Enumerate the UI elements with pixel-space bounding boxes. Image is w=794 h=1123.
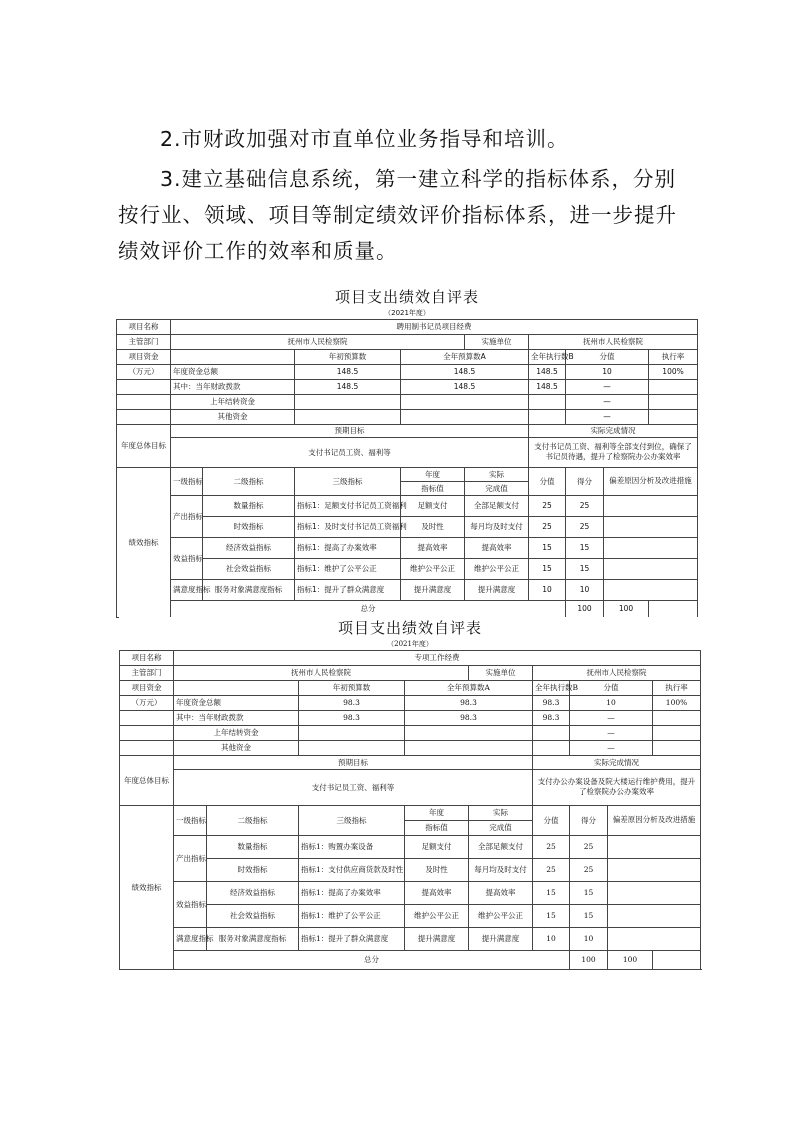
indicator-points: 25: [570, 835, 608, 858]
indicator-actual: 提高效率: [465, 537, 529, 558]
indicator-level3: 指标1：维护了公平公正: [295, 558, 401, 579]
fund-score: —: [570, 710, 653, 725]
fund-initial: 98.3: [299, 710, 405, 725]
fund-exec: [533, 740, 570, 755]
indicator-score: 25: [529, 495, 566, 516]
fund-row-label: 上年结转资金: [174, 725, 299, 740]
total-points: 100: [604, 600, 649, 617]
fund-initial: [299, 740, 405, 755]
h-level2: 二级指标: [207, 805, 299, 835]
fund-score: —: [570, 725, 653, 740]
fund-score: —: [570, 740, 653, 755]
fund-full: [405, 725, 533, 740]
indicator-actual: 提高效率: [469, 881, 533, 904]
h-actual: 实际: [465, 467, 529, 481]
fund-initial: [295, 394, 401, 409]
unit-label: （万元）: [120, 695, 174, 710]
col-initial-budget: 年初预算数: [299, 680, 405, 695]
indicator-score: 25: [533, 835, 570, 858]
indicator-target: 提升满意度: [405, 927, 469, 950]
h-level1: 一级指标: [171, 467, 203, 495]
indicator-level2: 服务对象满意度指标: [203, 579, 295, 600]
col-rate: 执行率: [653, 680, 701, 695]
impl-value: 抚州市人民检察院: [533, 665, 701, 680]
actual-label: 实际完成情况: [533, 755, 701, 769]
perf-label: 绩效指标: [117, 467, 171, 617]
indicator-actual: 维护公平公正: [465, 558, 529, 579]
indicator-target: 足额支付: [401, 495, 465, 516]
fund-rate: 100%: [653, 695, 701, 710]
indicator-actual: 全部足额支付: [469, 835, 533, 858]
indicator-points: 10: [566, 579, 604, 600]
indicator-target: 提高效率: [401, 537, 465, 558]
indicator-target: 及时性: [401, 516, 465, 537]
actual-text: 支付书记员工资、福利等全部支付到位，确保了书记员待遇，提升了检察院办公办案效率: [529, 437, 698, 467]
indicator-level3: 指标1：支付供应商货款及时性: [299, 858, 405, 881]
col-executed: 全年执行数B: [529, 349, 566, 364]
h-target: 指标值: [405, 820, 469, 835]
fund-initial: 148.5: [295, 364, 401, 379]
indicator-target: 及时性: [405, 858, 469, 881]
fund-score: 10: [566, 364, 649, 379]
impl-label: 实施单位: [469, 665, 533, 680]
h-points: 得分: [570, 805, 608, 835]
indicator-points: 15: [566, 537, 604, 558]
fund-rate: [649, 409, 698, 424]
indicator-points: 25: [566, 495, 604, 516]
indicator-points: 15: [570, 881, 608, 904]
fund-initial: 98.3: [299, 695, 405, 710]
fund-row-label: 其中：当年财政拨款: [174, 710, 299, 725]
paragraph-item-2: 2.市财政加强对市直单位业务指导和培训。: [160, 126, 569, 151]
indicator-score: 25: [529, 516, 566, 537]
group-benefit: 效益指标: [174, 881, 207, 927]
fund-row-label: 其他资金: [174, 740, 299, 755]
indicator-actual: 维护公平公正: [469, 904, 533, 927]
indicator-points: 15: [570, 904, 608, 927]
fund-full: [401, 409, 529, 424]
indicator-level3: 指标1：及时支付书记员工资福利: [295, 516, 401, 537]
dept-label: 主管部门: [120, 665, 174, 680]
fund-full: [401, 394, 529, 409]
h-score: 分值: [533, 805, 570, 835]
indicator-actual: 提升满意度: [469, 927, 533, 950]
fund-score: 10: [570, 695, 653, 710]
fund-full: 148.5: [401, 364, 529, 379]
fund-initial: [295, 409, 401, 424]
indicator-level2: 数量指标: [207, 835, 299, 858]
dept-value: 抚州市人民检察院: [171, 334, 465, 349]
fund-full: 148.5: [401, 379, 529, 394]
fund-row-label: 年度资金总额: [174, 695, 299, 710]
fund-row-label: 年度资金总额: [171, 364, 295, 379]
col-full-budget: 全年预算数A: [401, 349, 529, 364]
h-points: 得分: [566, 467, 604, 495]
group-benefit: 效益指标: [171, 537, 203, 579]
impl-value: 抚州市人民检察院: [529, 334, 698, 349]
indicator-score: 10: [533, 927, 570, 950]
fund-initial: 148.5: [295, 379, 401, 394]
indicator-score: 15: [529, 558, 566, 579]
fund-exec: [533, 725, 570, 740]
total-score: 100: [566, 600, 604, 617]
project-name-value: 专项工作经费: [174, 650, 701, 665]
expected-text: 支付书记员工资、福利等: [171, 437, 529, 467]
fund-score: —: [566, 379, 649, 394]
fund-initial: [299, 725, 405, 740]
total-label: 总分: [171, 600, 566, 617]
indicator-level2: 时效指标: [203, 516, 295, 537]
fund-rate: [653, 725, 701, 740]
group-satisfaction: 满意度指标: [171, 579, 203, 600]
indicator-target: 足额支付: [405, 835, 469, 858]
perf-label: 绩效指标: [120, 805, 174, 969]
fund-rate: [649, 394, 698, 409]
expected-text: 支付书记员工资、福利等: [174, 769, 533, 805]
group-satisfaction: 满意度指标: [174, 927, 207, 950]
indicator-level3: 指标1：足额支付书记员工资福利: [295, 495, 401, 516]
evaluation-table-2: [119, 617, 701, 970]
indicator-level3: 指标1：提高了办案效率: [299, 881, 405, 904]
dept-value: 抚州市人民检察院: [174, 665, 469, 680]
h-year: 年度: [401, 467, 465, 481]
funds-label: 项目资金: [117, 349, 171, 364]
indicator-actual: 提升满意度: [465, 579, 529, 600]
total-label: 总分: [174, 950, 570, 969]
indicator-actual: 每月均及时支付: [465, 516, 529, 537]
fund-full: 98.3: [405, 695, 533, 710]
fund-row-label: 其中：当年财政拨款: [171, 379, 295, 394]
table-year: （2021年度）: [117, 307, 698, 319]
h-target: 指标值: [401, 481, 465, 495]
expected-label: 预期目标: [174, 755, 533, 769]
group-output: 产出指标: [171, 495, 203, 537]
table-title: 项目支出绩效自评表: [338, 619, 483, 637]
h-level3: 三级指标: [299, 805, 405, 835]
indicator-score: 15: [529, 537, 566, 558]
actual-label: 实际完成情况: [529, 424, 698, 437]
indicator-level2: 数量指标: [203, 495, 295, 516]
fund-row-label: 其他资金: [171, 409, 295, 424]
col-full-budget: 全年预算数A: [405, 680, 533, 695]
h-level2: 二级指标: [203, 467, 295, 495]
indicator-target: 维护公平公正: [401, 558, 465, 579]
fund-score: —: [566, 394, 649, 409]
h-level3: 三级指标: [295, 467, 401, 495]
total-score: 100: [570, 950, 608, 969]
indicator-level2: 经济效益指标: [203, 537, 295, 558]
indicator-level3: 指标1：购置办案设备: [299, 835, 405, 858]
indicator-actual: 全部足额支付: [465, 495, 529, 516]
indicator-level2: 社会效益指标: [203, 558, 295, 579]
indicator-score: 15: [533, 881, 570, 904]
fund-exec: 148.5: [529, 364, 566, 379]
indicator-score: 10: [529, 579, 566, 600]
col-initial-budget: 年初预算数: [295, 349, 401, 364]
col-score: 分值: [566, 349, 649, 364]
col-rate: 执行率: [649, 349, 698, 364]
h-done: 完成值: [465, 481, 529, 495]
fund-exec: [529, 394, 566, 409]
fund-exec: 98.3: [533, 710, 570, 725]
total-points: 100: [608, 950, 653, 969]
h-reason: 偏差原因分析及改进措施: [608, 805, 701, 835]
indicator-score: 25: [533, 858, 570, 881]
fund-exec: 98.3: [533, 695, 570, 710]
actual-text: 支付办公办案设备及院大楼运行维护费用，提升了检察院办公办案效率: [533, 769, 701, 805]
expected-label: 预期目标: [171, 424, 529, 437]
indicator-score: 15: [533, 904, 570, 927]
unit-label: （万元）: [117, 364, 171, 379]
h-score: 分值: [529, 467, 566, 495]
h-year: 年度: [405, 805, 469, 820]
col-executed: 全年执行数B: [533, 680, 570, 695]
indicator-points: 25: [570, 858, 608, 881]
fund-rate: [653, 740, 701, 755]
h-done: 完成值: [469, 820, 533, 835]
fund-full: [405, 740, 533, 755]
col-score: 分值: [570, 680, 653, 695]
fund-rate: 100%: [649, 364, 698, 379]
indicator-level3: 指标1：提升了群众满意度: [299, 927, 405, 950]
indicator-target: 提升满意度: [401, 579, 465, 600]
indicator-level2: 社会效益指标: [207, 904, 299, 927]
indicator-level2: 经济效益指标: [207, 881, 299, 904]
paragraph-item-3: 3.建立基础信息系统，第一建立科学的指标体系，分别按行业、领域、项目等制定绩效评价指标体系，进一步提升绩效评价工作的效率和质量。: [118, 166, 677, 263]
indicator-points: 25: [566, 516, 604, 537]
indicator-level2: 服务对象满意度指标: [207, 927, 299, 950]
evaluation-table-1: [116, 286, 698, 618]
fund-rate: [649, 379, 698, 394]
group-output: 产出指标: [174, 835, 207, 881]
fund-row-label: 上年结转资金: [171, 394, 295, 409]
project-name-value: 聘用制书记员项目经费: [171, 319, 698, 334]
indicator-target: 提高效率: [405, 881, 469, 904]
project-name-label: 项目名称: [120, 650, 174, 665]
funds-label: 项目资金: [120, 680, 174, 695]
goal-label: 年度总体目标: [120, 755, 174, 805]
impl-label: 实施单位: [465, 334, 529, 349]
indicator-target: 维护公平公正: [405, 904, 469, 927]
fund-full: 98.3: [405, 710, 533, 725]
indicator-level2: 时效指标: [207, 858, 299, 881]
goal-label: 年度总体目标: [117, 424, 171, 467]
fund-exec: [529, 409, 566, 424]
indicator-actual: 每月均及时支付: [469, 858, 533, 881]
indicator-points: 15: [566, 558, 604, 579]
fund-exec: 148.5: [529, 379, 566, 394]
h-actual: 实际: [469, 805, 533, 820]
dept-label: 主管部门: [117, 334, 171, 349]
h-reason: 偏差原因分析及改进措施: [604, 467, 698, 495]
indicator-points: 10: [570, 927, 608, 950]
table-title: 项目支出绩效自评表: [335, 288, 480, 306]
indicator-level3: 指标1：提升了群众满意度: [295, 579, 401, 600]
project-name-label: 项目名称: [117, 319, 171, 334]
table-year: （2021年度）: [120, 638, 701, 650]
fund-rate: [653, 710, 701, 725]
indicator-level3: 指标1：提高了办案效率: [295, 537, 401, 558]
fund-score: —: [566, 409, 649, 424]
indicator-level3: 指标1：维护了公平公正: [299, 904, 405, 927]
h-level1: 一级指标: [174, 805, 207, 835]
